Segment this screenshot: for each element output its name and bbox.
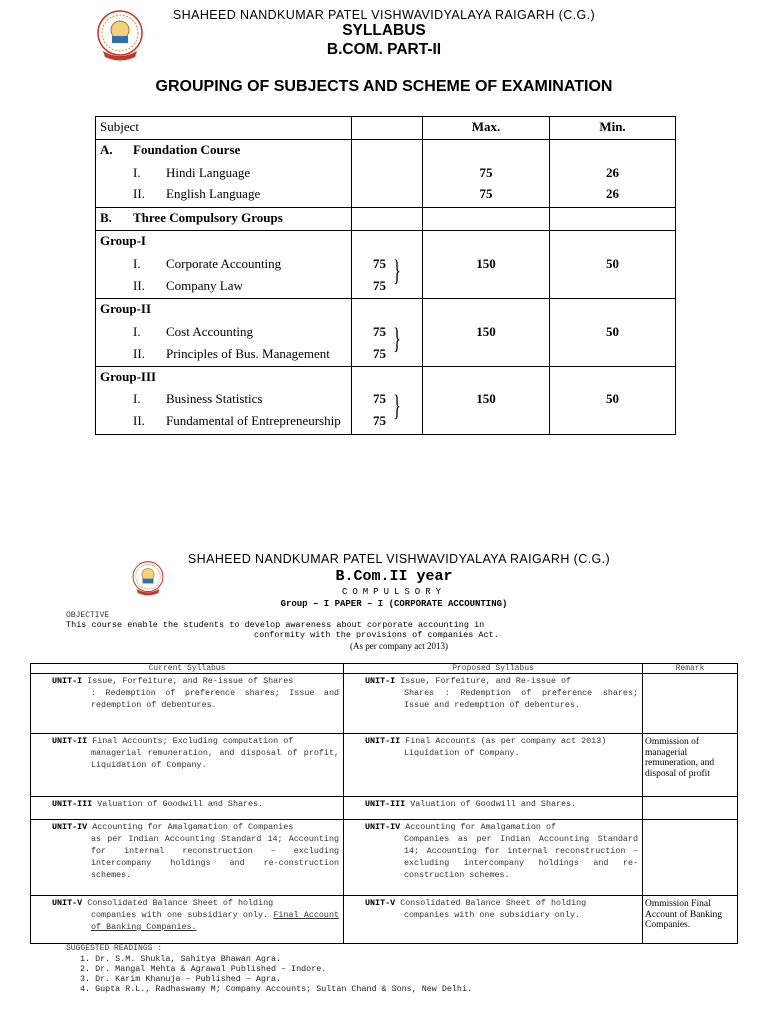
objective-heading: OBJECTIVE bbox=[66, 611, 110, 620]
unit-label: UNIT-II bbox=[52, 736, 88, 746]
header-proposed: Proposed Syllabus bbox=[344, 664, 643, 674]
max-value: 150 bbox=[476, 324, 496, 339]
subject-name: Business Statistics bbox=[166, 391, 263, 406]
subject-name: Cost Accounting bbox=[166, 324, 254, 339]
group-name: Group-II bbox=[100, 301, 152, 316]
unit-text: companies with one subsidiary only. bbox=[91, 910, 269, 920]
objective-text: This course enable the students to develop awareness about corporate accounting in bbox=[66, 620, 485, 630]
subject-name: Corporate Accounting bbox=[166, 256, 282, 271]
unit-label: UNIT-I bbox=[52, 676, 83, 686]
unit-text: Final Accounts; Excluding computation of bbox=[92, 736, 294, 746]
current-unit-4 bbox=[31, 820, 343, 881]
remark-text bbox=[643, 797, 737, 803]
unit-text: Issue, Forfeiture, and Re-issue of bbox=[400, 676, 572, 686]
current-unit-2 bbox=[31, 734, 343, 771]
unit-label: UNIT-III bbox=[52, 799, 93, 809]
year-title: B.Com.II year bbox=[335, 568, 453, 585]
header-min: Min. bbox=[599, 119, 626, 134]
paper-marks: 75 bbox=[373, 256, 386, 271]
group-name: Group-I bbox=[100, 233, 146, 248]
syllabus-title: SYLLABUS bbox=[342, 22, 426, 39]
unit-text: Liquidation of Company. bbox=[404, 748, 520, 758]
unit-text: as per Indian Accounting Standard 14; Accounting for internal reconstruction – excluding intercompany holdings and re-construction schemes. bbox=[91, 834, 339, 880]
max-value: 75 bbox=[479, 165, 493, 180]
paper-title: Group – I PAPER – I (CORPORATE ACCOUNTING) bbox=[280, 599, 508, 609]
paper-marks: 75 bbox=[373, 324, 386, 339]
unit-text: Issue, Forfeiture, and Re-issue of Shares bbox=[87, 676, 294, 686]
reading-item: 1. Dr. S.M. Shukla, Sahitya Bhawan Agra. bbox=[80, 954, 282, 964]
unit-text: Accounting for Amalgamation of Companies bbox=[92, 822, 294, 832]
brace-symbol: } bbox=[393, 322, 401, 355]
min-value: 26 bbox=[606, 186, 619, 201]
min-value: 26 bbox=[606, 165, 619, 180]
proposed-unit-4 bbox=[344, 820, 642, 881]
proposed-unit-3 bbox=[344, 797, 642, 810]
min-value: 50 bbox=[606, 256, 619, 271]
suggested-readings-heading: SUGGESTED READINGS : bbox=[66, 944, 163, 953]
unit-text: Valuation of Goodwill and Shares. bbox=[97, 799, 264, 809]
unit-text: : Redemption of preference shares; Issue and redemption of debentures. bbox=[91, 688, 339, 710]
proposed-unit-2 bbox=[344, 734, 642, 759]
unit-label: UNIT-IV bbox=[52, 822, 88, 832]
unit-text: managerial remuneration, and disposal of profit, Liquidation of Company. bbox=[91, 748, 339, 770]
syllabus-comparison-table bbox=[30, 663, 738, 944]
subject-num: II. bbox=[133, 346, 145, 361]
header-subject: Subject bbox=[100, 119, 139, 134]
subject-name: Fundamental of Entrepreneurship bbox=[166, 413, 341, 428]
header-remark: Remark bbox=[643, 664, 738, 674]
exam-scheme-table bbox=[95, 116, 676, 435]
paper-marks: 75 bbox=[373, 346, 386, 361]
remark-text: Ommission Final Account of Banking Companies. bbox=[645, 899, 723, 930]
unit-label: UNIT-IV bbox=[365, 822, 401, 832]
subject-name: Hindi Language bbox=[166, 165, 251, 180]
reading-item: 2. Dr. Mangal Mehta & Agrawal Published – Indore. bbox=[80, 964, 327, 974]
unit-text: Valuation of Goodwill and Shares. bbox=[410, 799, 577, 809]
unit-label: UNIT-V bbox=[365, 898, 396, 908]
unit-label: UNIT-II bbox=[365, 736, 401, 746]
group-name: Group-III bbox=[100, 369, 157, 384]
remark-text bbox=[643, 674, 737, 680]
unit-text: companies with one subsidiary only. bbox=[404, 910, 580, 920]
university-name: SHAHEED NANDKUMAR PATEL VISHWAVIDYALAYA RAIGARH (C.G.) bbox=[172, 8, 596, 22]
unit-text: Consolidated Balance Sheet of holding bbox=[87, 898, 274, 908]
unit-text: Final Accounts (as per company act 2013) bbox=[405, 736, 607, 746]
objective-text: conformity with the provisions of companies Act. bbox=[254, 630, 499, 640]
compulsory-label: COMPULSORY bbox=[341, 587, 446, 597]
subject-name: Principles of Bus. Management bbox=[166, 346, 330, 361]
brace-symbol: } bbox=[393, 254, 401, 287]
subject-num: I. bbox=[133, 391, 141, 406]
current-unit-3 bbox=[31, 797, 343, 810]
reading-item: 4. Gupta R.L., Radhaswamy M; Company Accounts; Sultan Chand & Sons, New Delhi. bbox=[80, 984, 473, 994]
max-value: 75 bbox=[479, 186, 493, 201]
max-value: 150 bbox=[476, 391, 496, 406]
brace-symbol: } bbox=[393, 389, 401, 422]
subject-name: English Language bbox=[166, 186, 261, 201]
section-a-label: A. bbox=[100, 142, 113, 157]
header-current: Current Syllabus bbox=[31, 664, 344, 674]
section-b-label: B. bbox=[100, 210, 112, 225]
subject-num: I. bbox=[133, 256, 141, 271]
min-value: 50 bbox=[606, 391, 619, 406]
subject-num: II. bbox=[133, 278, 145, 293]
paper-marks: 75 bbox=[373, 278, 386, 293]
scheme-heading: GROUPING OF SUBJECTS AND SCHEME OF EXAMINATION bbox=[155, 78, 613, 95]
unit-text: Shares : Redemption of preference shares; Issue and redemption of debentures. bbox=[404, 688, 638, 710]
paper-marks: 75 bbox=[373, 391, 386, 406]
unit-text: Consolidated Balance Sheet of holding bbox=[400, 898, 587, 908]
unit-text-underlined: Final Account of Banking Companies. bbox=[91, 910, 339, 932]
max-value: 150 bbox=[476, 256, 496, 271]
subject-num: I. bbox=[133, 324, 141, 339]
unit-text: Companies as per Indian Accounting Standard 14; Accounting for internal reconstruction – excluding intercompany holdings and re-construction schemes. bbox=[404, 834, 638, 880]
current-unit-5 bbox=[31, 896, 343, 933]
subject-num: I. bbox=[133, 165, 141, 180]
paper-marks: 75 bbox=[373, 413, 386, 428]
remark-text: Ommission of managerial remuneration, and disposal of profit bbox=[645, 737, 715, 779]
remark-text bbox=[643, 820, 737, 826]
unit-label: UNIT-III bbox=[365, 799, 406, 809]
course-title: B.COM. PART-II bbox=[326, 41, 442, 58]
unit-label: UNIT-I bbox=[365, 676, 396, 686]
header-max: Max. bbox=[471, 119, 501, 134]
unit-label: UNIT-V bbox=[52, 898, 83, 908]
subject-name: Company Law bbox=[166, 278, 243, 293]
unit-text: Accounting for Amalgamation of bbox=[405, 822, 556, 832]
proposed-unit-1 bbox=[344, 674, 642, 711]
proposed-unit-5 bbox=[344, 896, 642, 921]
readings-list bbox=[80, 954, 472, 994]
section-b-title: Three Compulsory Groups bbox=[133, 210, 283, 225]
min-value: 50 bbox=[606, 324, 619, 339]
section-a-title: Foundation Course bbox=[133, 142, 241, 157]
subject-num: II. bbox=[133, 186, 145, 201]
university-name: SHAHEED NANDKUMAR PATEL VISHWAVIDYALAYA RAIGARH (C.G.) bbox=[187, 552, 611, 566]
current-unit-1 bbox=[31, 674, 343, 711]
reading-item: 3. Dr. Karim Khanuja – Published – Agra. bbox=[80, 974, 282, 984]
subject-num: II. bbox=[133, 413, 145, 428]
company-act-note: (As per company act 2013) bbox=[350, 641, 448, 651]
